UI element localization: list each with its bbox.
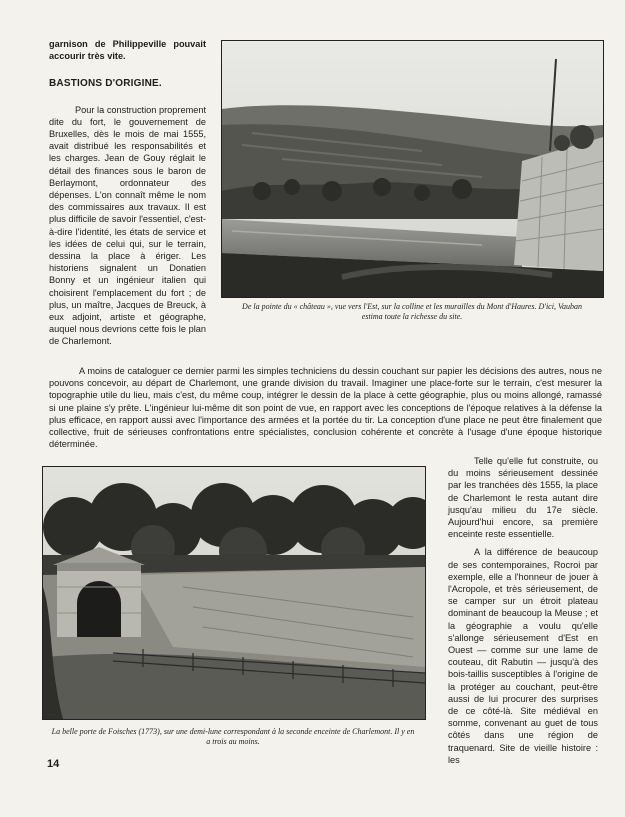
page-number: 14 [47, 758, 60, 770]
gate-photo-image [43, 467, 425, 719]
top-photo-caption: De la pointe du « château », vue vers l'Est, sur la colline et les murailles du Mont d'Haures. D'ici, Vauban estima toute la richesse du site. [242, 302, 582, 321]
intro-text: garnison de Philippeville pouvait accourir très vite. [49, 39, 206, 62]
left-paragraph: Pour la construction proprement dite du fort, le gouvernement de Bruxelles, dès le mois de mai 1555, avait distribué les responsabilités et les charges. Jean de Gouy réglait le détail des finances sous le baron de Berlaymont, ordonnateur des dépenses. L'on connaît même le nom des commissaires aux travaux. Il est plus difficile de savoir l'essentiel, c'est-à-dire l'identité, les états de service et les idées de celui qui, sur le terrain, dessina la place à ériger. Les historiens signalent un Donatien Bonny et un ingénieur italien qui choisirent l'emplacement du fort ; de plus, un maître, Jacques de Breuck, à eux adjoint, artiste et géographe, auquel nous devrions cette fois le plan de Charlemont. [49, 104, 206, 347]
right-paragraph-1: Telle qu'elle fut construite, ou du moins sérieusement dessinée par les tranchées dès 1555, la place de Charlemont le resta autant dire jusqu'au milieu du 17e siècle. Aujourd'hui encore, sa première enceinte reste essentielle. [448, 456, 598, 540]
landscape-photo-image [222, 41, 603, 297]
full-width-paragraph: A moins de cataloguer ce dernier parmi les simples techniciens du dessin couchant sur papier les décisions des autres, nous ne pouvons concevoir, au départ de Charlemont, une grande division du travail. Imaginer une place-forte sur le terrain, c'est mesurer la topographie utile du lieu, mais c'est, du même coup, intégrer le dessin de la place à cette géographie, plus ou moins allongé, ramassé si une plaine s'y prête. L'ingénieur lui-même dit son point de vue, en rapport avec les conceptions de l'époque relatives à la défense la plus efficace, en rapport aussi avec l'importance des armées et la portée du tir. La conception d'une place ne peut être finalement que collective, fruit de sérieuses confrontations entre spécialistes, conclusion cohérente et concrète à l'usage d'une époque historique déterminée. [49, 366, 602, 450]
photo-gate [42, 466, 426, 720]
right-paragraph-2: A la différence de beaucoup de ses contemporaines, Rocroi par exemple, elle a l'honneur de jouer à l'Acropole, et très sérieusement, de se camper sur un étroit plateau dominant de beaucoup la Meuse ; et la géographie a voulu qu'elle s'allonge sérieusement d'Est en Ouest — comme sur une lame de couteau, dit Rabutin — jusqu'à des bois-taillis susceptibles à l'origine de la protéger au couchant, peut-être aussi de lui procurer des surprises de ce côté-là. Site médiéval en somme, convenant au guet de tous côtés dans une région de traquenard. Site de vieille histoire : les [448, 547, 598, 765]
left-text-column [49, 38, 206, 348]
section-heading: BASTIONS D'ORIGINE. [49, 78, 162, 90]
right-text-column [448, 455, 598, 766]
bottom-photo-caption: La belle porte de Foisches (1773), sur une demi-lune correspondant à la seconde enceinte de Charlemont. Il y en a trois au moins. [51, 727, 415, 746]
photo-landscape [221, 40, 604, 298]
